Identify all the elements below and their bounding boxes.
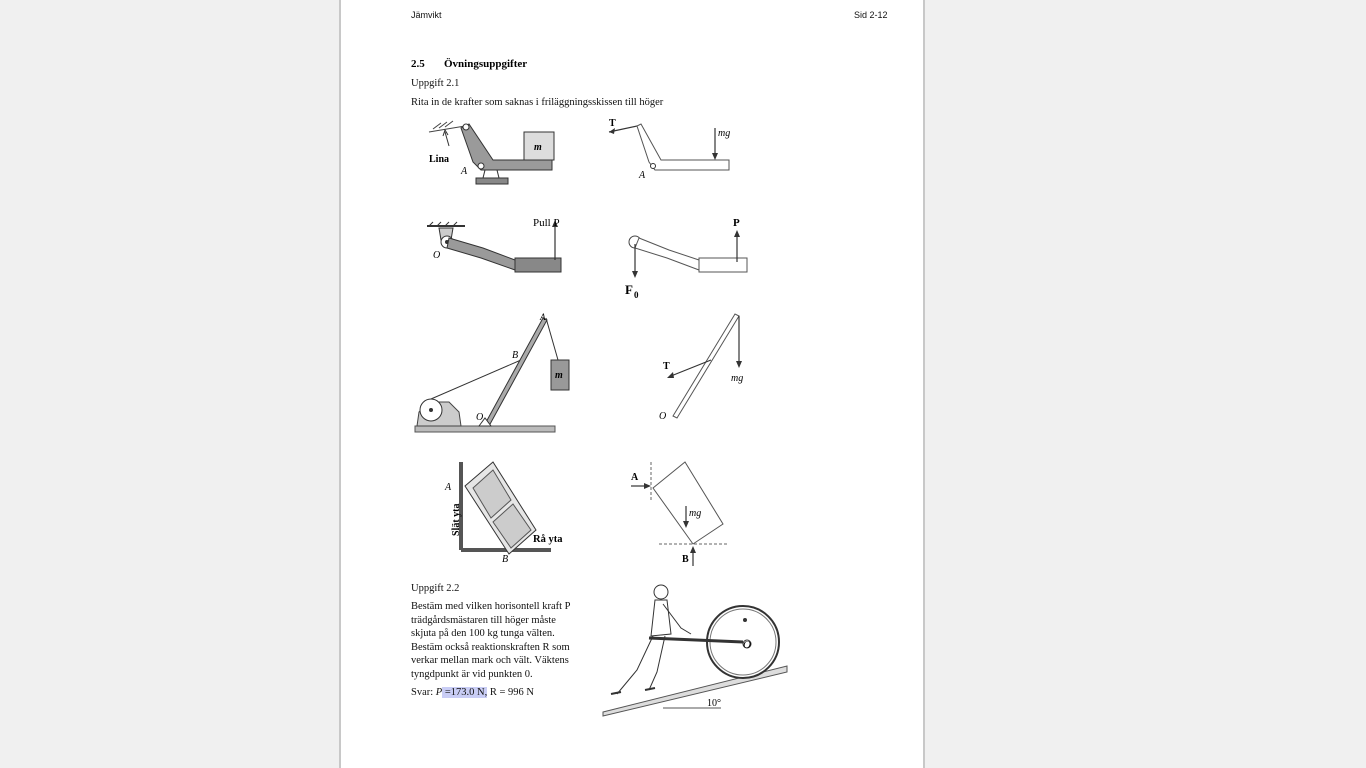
label-b: B xyxy=(512,350,519,361)
section-title: Övningsuppgifter xyxy=(444,58,528,70)
task2-line: Bestäm också reaktionskraften R som xyxy=(411,641,570,653)
task2-text xyxy=(411,600,601,681)
label-angle: 10° xyxy=(707,698,721,709)
header-right: Sid 2-12 xyxy=(854,10,888,20)
label-slat-yta: Slät yta xyxy=(451,503,462,536)
task2-line: verkar mellan mark och vält. Väktens xyxy=(411,655,569,666)
answer-rest: R = 996 N xyxy=(487,687,534,698)
figure-leaning-panel xyxy=(443,460,578,570)
label-a: A xyxy=(461,166,468,177)
header-left: Jämvikt xyxy=(411,10,442,20)
label-mg3: mg xyxy=(689,508,702,519)
label-p: P xyxy=(733,217,740,229)
label-b3: B xyxy=(682,554,689,565)
task2-line: trädgårdsmästaren till höger måste xyxy=(411,614,556,626)
label-ra-yta: Rå yta xyxy=(533,534,563,545)
figure-boom-winch xyxy=(415,310,565,438)
label-o2: O xyxy=(476,412,484,423)
task2-line: Bestäm med vilken horisontell kraft P xyxy=(411,601,571,612)
label-a5: A xyxy=(631,472,639,483)
figure-handle-fbd xyxy=(621,214,751,304)
label-o3: O xyxy=(659,411,667,422)
label-b2: B xyxy=(502,554,509,565)
section-number: 2.5 xyxy=(411,58,425,70)
task2-title: Uppgift 2.2 xyxy=(411,583,460,594)
label-o4: O xyxy=(743,639,751,651)
label-lina: Lina xyxy=(429,154,450,165)
figure-gardener-roller xyxy=(603,582,789,716)
figure-lever-fbd xyxy=(601,116,741,182)
label-t2: T xyxy=(663,361,670,372)
task2-line: skjuta på den 100 kg tunga välten. xyxy=(411,628,555,639)
answer-prefix: Svar: xyxy=(411,687,436,698)
label-o: O xyxy=(433,250,441,261)
document-page xyxy=(339,0,925,768)
task1-title: Uppgift 2.1 xyxy=(411,78,460,89)
label-t: T xyxy=(609,118,616,129)
label-f0-sub: 0 xyxy=(634,290,639,300)
task2-line: tyngdpunkt är vid punkten 0. xyxy=(411,668,533,680)
label-f0: F xyxy=(625,282,633,297)
figure-lever-with-mass xyxy=(421,118,561,190)
label-mg2: mg xyxy=(731,373,744,384)
answer-p: P xyxy=(435,687,443,698)
label-pull-p: Pull P xyxy=(533,217,560,229)
label-a4: A xyxy=(445,482,452,493)
label-a3: A xyxy=(540,312,546,322)
label-m2: m xyxy=(555,370,563,381)
label-m: m xyxy=(534,142,542,153)
figure-panel-fbd xyxy=(627,460,733,570)
task2-answer xyxy=(411,686,534,700)
answer-highlight[interactable]: =173.0 N, xyxy=(442,687,488,698)
figure-boom-fbd xyxy=(659,312,759,422)
label-a2: A xyxy=(639,170,646,181)
figure-handle-pull xyxy=(423,214,573,278)
label-mg: mg xyxy=(718,128,731,139)
task1-instruction: Rita in de krafter som saknas i friläggningsskissen till höger xyxy=(411,97,664,108)
